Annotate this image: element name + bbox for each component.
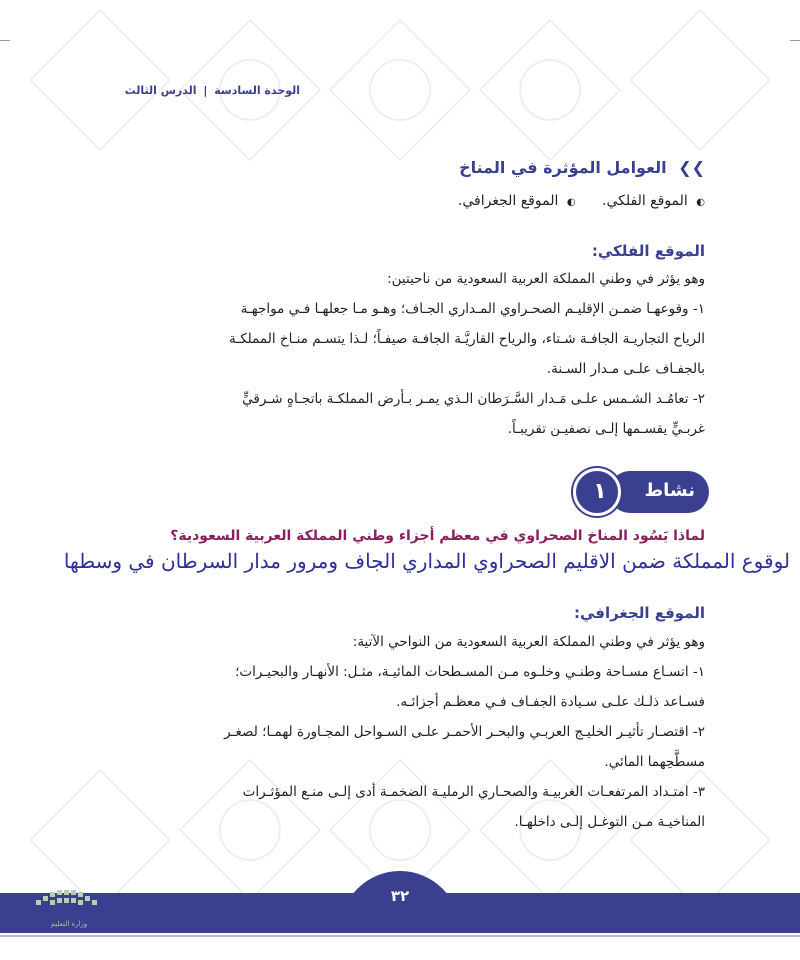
page-number: ٣٢: [390, 887, 410, 905]
astronomical-heading: الموقع الفلكي:: [591, 242, 705, 260]
activity-pill: [609, 471, 709, 513]
section-title: [285, 158, 705, 177]
activity-number: ١: [593, 479, 607, 504]
astronomical-point2-line: غربـيٍّ يقسـمها إلـى نصفيـن تقريبـاً.: [507, 421, 705, 437]
geographic-point1-line: فسـاعد ذلـك علـى سـيادة الجفـاف فـي معظـم أجزائـه.: [396, 694, 705, 710]
factor-bullets: [285, 193, 705, 209]
astronomical-body: [125, 264, 705, 444]
ministry-logo-text: وزارة التعليم: [50, 920, 88, 928]
activity-badge: [573, 468, 709, 516]
astronomical-point1-line: الرياح التجاريـة الجافـة شـتاء، والرياح القاريَّـة الجافـة صيفـاً؛ لـذا يتسـم منـاخ المملكـة: [229, 331, 705, 347]
activity-label: نشاط: [644, 480, 695, 501]
bullet-astronomical: الموقع الفلكي.: [602, 193, 688, 209]
breadcrumb-unit: الوحدة السادسة: [214, 84, 300, 97]
crop-mark: [0, 40, 10, 41]
geographic-point1-line: ١- اتسـاع مسـاحة وطنـي وخلـوه مـن المسـطحات المائيـة، مثـل: الأنهـار والبحيـرات؛: [235, 664, 705, 680]
crop-mark: [790, 40, 800, 41]
activity-question: لماذا يَسُود المناخ الصحراوي في معظم أجزاء وطني المملكة العربية السعودية؟: [170, 528, 705, 544]
astronomical-point2-line: ٢- تعامُـد الشـمس علـى مَـدار السَّـرَطان الـذي يمـر بـأرض المملكـة باتجـاهٍ شـرقيٍّ: [242, 391, 705, 407]
footer-line: [0, 935, 800, 937]
astronomical-point1-line: ١- وقوعهـا ضمـن الإقليـم الصحـراوي المـداري الجـاف؛ وهـو مـا جعلهـا فـي مواجهـة: [240, 301, 705, 317]
astronomical-point1-line: بالجفـاف علـى مـدار السـنة.: [546, 361, 705, 377]
geographic-intro: وهو يؤثر في وطني المملكة العربية السعودية من النواحي الآتية:: [352, 634, 705, 650]
half-circle-bullet-icon: ◐: [566, 197, 576, 208]
breadcrumb-lesson: الدرس الثالث: [124, 84, 197, 97]
activity-number-circle: [573, 468, 621, 516]
astronomical-intro: وهو يؤثر في وطني المملكة العربية السعودية من ناحيتين:: [387, 271, 705, 287]
ministry-logo-icon: [30, 880, 110, 914]
breadcrumb-separator: |: [203, 84, 208, 97]
breadcrumb: [100, 84, 300, 97]
double-chevron-icon: ❯❯: [678, 158, 705, 177]
geographic-point3-line: ٣- امتـداد المرتفعـات الغربيـة والصحـاري الرمليـة الضخمـة أدى إلـى منـع المؤثـرات: [242, 784, 705, 800]
geographic-point2-line: مسطَّحِهما المائي.: [604, 754, 705, 770]
geographic-point3-line: المناخيـة مـن التوغـل إلـى داخلهـا.: [514, 814, 705, 830]
geographic-body: [125, 627, 705, 837]
section-title-text: العوامل المؤثرة في المناخ: [459, 158, 667, 177]
handwritten-answer: لوقوع المملكة ضمن الاقليم الصحراوي المداري الجاف ومرور مدار السرطان في وسطها: [63, 549, 790, 573]
bullet-geographic: الموقع الجغرافي.: [457, 193, 559, 209]
half-circle-bullet-icon: ◐: [696, 197, 705, 208]
geographic-point2-line: ٢- اقتصـار تأثيـر الخليـج العربـي والبحـر الأحمـر علـى السـواحل المجـاورة لهمـا؛ لصغـر: [224, 724, 705, 740]
geographic-heading: الموقع الجغرافي:: [573, 604, 705, 622]
